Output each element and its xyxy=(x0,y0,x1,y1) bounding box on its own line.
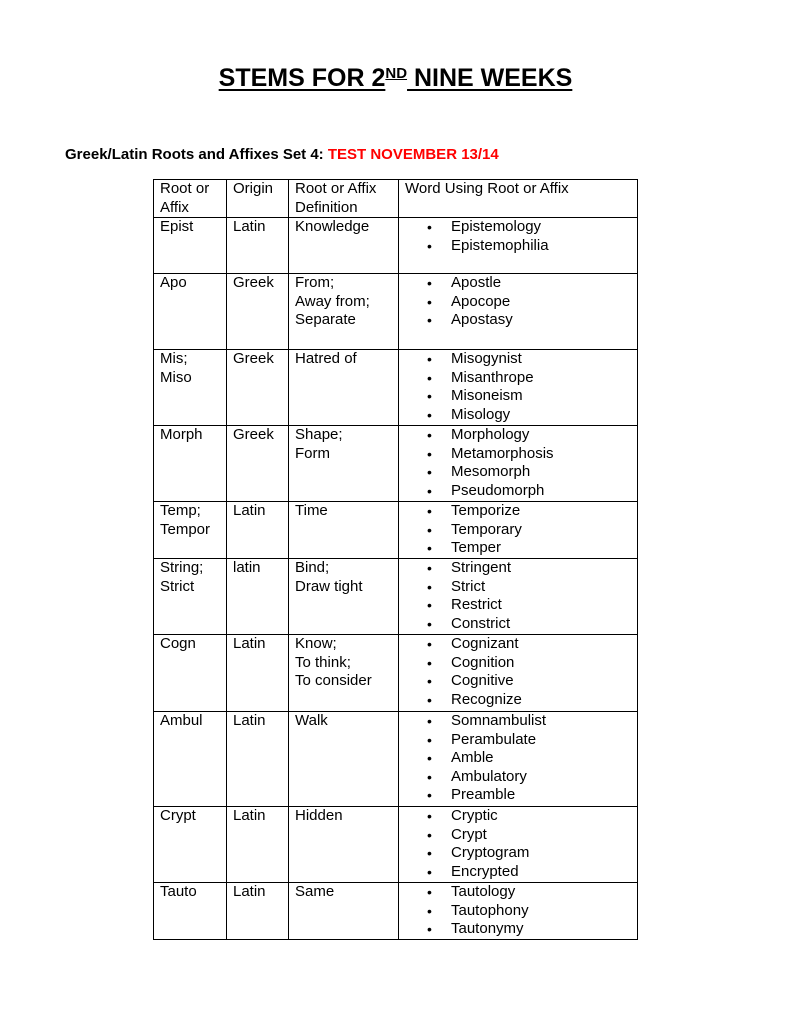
word-list xyxy=(405,883,631,939)
words-cell xyxy=(399,218,638,274)
word-item: • Ambulatory xyxy=(405,768,631,787)
word-item: • Preamble xyxy=(405,786,631,805)
table-row xyxy=(154,218,638,274)
table-row xyxy=(154,807,638,883)
root-line: Tempor xyxy=(160,520,211,538)
root-cell xyxy=(154,350,227,426)
definition-cell xyxy=(289,883,399,940)
root-line: Epist xyxy=(160,218,194,235)
root-line: Miso xyxy=(160,368,192,386)
origin-cell: Latin xyxy=(227,635,289,712)
word-item: • Strict xyxy=(405,578,631,597)
definition-line: Walk xyxy=(295,712,328,729)
word-list xyxy=(405,502,631,558)
word-list xyxy=(405,807,631,881)
definition-line: From; xyxy=(295,274,335,291)
word-item: • Apostasy xyxy=(405,311,631,330)
word-item: • Temporary xyxy=(405,521,631,540)
definition-line: Hidden xyxy=(295,807,343,824)
root-line: Apo xyxy=(160,274,187,291)
word-list xyxy=(405,274,631,330)
words-cell xyxy=(399,883,638,940)
word-item: • Tautophony xyxy=(405,902,631,921)
word-item: • Stringent xyxy=(405,559,631,578)
origin-cell: Greek xyxy=(227,350,289,426)
header-root-line: Root or xyxy=(160,180,210,197)
table-header-row xyxy=(154,180,638,218)
words-cell xyxy=(399,559,638,635)
header-origin: Origin xyxy=(227,180,289,218)
root-cell xyxy=(154,274,227,350)
definition-line: Same xyxy=(295,883,335,900)
origin-cell: Latin xyxy=(227,218,289,274)
word-list xyxy=(405,635,631,709)
words-cell xyxy=(399,274,638,350)
root-cell xyxy=(154,635,227,712)
origin-cell: latin xyxy=(227,559,289,635)
definition-line: Form xyxy=(295,444,330,462)
word-item: • Cognitive xyxy=(405,672,631,691)
definition-line: Away from; xyxy=(295,292,370,310)
word-item: • Apostle xyxy=(405,274,631,293)
word-item: • Misology xyxy=(405,406,631,425)
definition-line: Separate xyxy=(295,311,356,328)
table-row xyxy=(154,350,638,426)
word-item: • Recognize xyxy=(405,691,631,710)
word-item: • Temporize xyxy=(405,502,631,521)
header-definition xyxy=(289,180,399,218)
word-item: • Misanthrope xyxy=(405,369,631,388)
word-list xyxy=(405,218,631,255)
definition-line: Know; xyxy=(295,635,337,652)
page-title-superscript: ND xyxy=(385,65,408,82)
word-item: • Pseudomorph xyxy=(405,482,631,501)
word-item: • Apocope xyxy=(405,293,631,312)
table-row xyxy=(154,274,638,350)
word-item: • Crypt xyxy=(405,826,631,845)
word-list xyxy=(405,712,631,805)
definition-cell xyxy=(289,712,399,807)
page-title-suffix: NINE WEEKS xyxy=(407,64,573,92)
page-title-main: STEMS FOR 2 xyxy=(218,64,386,92)
definition-cell xyxy=(289,807,399,883)
words-cell xyxy=(399,635,638,712)
words-cell xyxy=(399,502,638,559)
root-line: Tauto xyxy=(160,883,197,900)
root-line: Temp; xyxy=(160,502,201,519)
table-row xyxy=(154,559,638,635)
set-heading-label: Greek/Latin Roots and Affixes Set 4: xyxy=(65,146,328,163)
word-item: • Encrypted xyxy=(405,863,631,882)
definition-cell xyxy=(289,426,399,502)
word-item: • Epistemophilia xyxy=(405,237,631,256)
words-cell xyxy=(399,807,638,883)
page-title xyxy=(0,62,791,94)
words-cell xyxy=(399,426,638,502)
definition-cell xyxy=(289,350,399,426)
word-list xyxy=(405,559,631,633)
header-definition-line: Root or Affix xyxy=(295,180,377,197)
set-heading xyxy=(65,146,499,164)
word-item: • Cryptogram xyxy=(405,844,631,863)
word-item: • Tautonymy xyxy=(405,920,631,939)
definition-line: Time xyxy=(295,502,328,519)
root-cell xyxy=(154,426,227,502)
words-cell xyxy=(399,350,638,426)
origin-cell: Greek xyxy=(227,426,289,502)
word-list xyxy=(405,350,631,424)
definition-line: Shape; xyxy=(295,426,343,443)
origin-cell: Latin xyxy=(227,712,289,807)
definition-cell xyxy=(289,218,399,274)
root-cell xyxy=(154,559,227,635)
word-list xyxy=(405,426,631,500)
definition-cell xyxy=(289,635,399,712)
definition-cell xyxy=(289,559,399,635)
table-row xyxy=(154,502,638,559)
word-item: • Temper xyxy=(405,539,631,558)
words-cell xyxy=(399,712,638,807)
root-line: Ambul xyxy=(160,712,203,729)
word-item: • Epistemology xyxy=(405,218,631,237)
root-cell xyxy=(154,218,227,274)
definition-line: Draw tight xyxy=(295,577,363,595)
word-item: • Morphology xyxy=(405,426,631,445)
stems-table xyxy=(153,179,638,940)
word-item: • Cognition xyxy=(405,654,631,673)
word-item: • Misogynist xyxy=(405,350,631,369)
root-line: Strict xyxy=(160,577,195,595)
definition-line: Knowledge xyxy=(295,218,370,235)
root-cell xyxy=(154,712,227,807)
word-item: • Cognizant xyxy=(405,635,631,654)
definition-line: To think; xyxy=(295,653,351,671)
root-cell xyxy=(154,807,227,883)
definition-line: Bind; xyxy=(295,559,330,576)
word-item: • Restrict xyxy=(405,596,631,615)
origin-cell: Latin xyxy=(227,502,289,559)
word-item: • Constrict xyxy=(405,615,631,634)
root-line: String; xyxy=(160,559,204,576)
word-item: • Metamorphosis xyxy=(405,445,631,464)
word-item: • Amble xyxy=(405,749,631,768)
table-row xyxy=(154,635,638,712)
definition-line: To consider xyxy=(295,672,372,689)
root-cell xyxy=(154,883,227,940)
word-item: • Tautology xyxy=(405,883,631,902)
origin-cell: Latin xyxy=(227,807,289,883)
word-item: • Misoneism xyxy=(405,387,631,406)
root-line: Mis; xyxy=(160,350,188,367)
table-row xyxy=(154,426,638,502)
header-root-line: Affix xyxy=(160,198,189,216)
definition-cell xyxy=(289,274,399,350)
word-item: • Somnambulist xyxy=(405,712,631,731)
test-date-label: TEST NOVEMBER 13/14 xyxy=(327,146,499,163)
table-row xyxy=(154,883,638,940)
word-item: • Mesomorph xyxy=(405,463,631,482)
word-item: • Cryptic xyxy=(405,807,631,826)
header-root xyxy=(154,180,227,218)
definition-cell xyxy=(289,502,399,559)
root-line: Cogn xyxy=(160,635,196,652)
root-cell xyxy=(154,502,227,559)
origin-cell: Greek xyxy=(227,274,289,350)
table-row xyxy=(154,712,638,807)
word-item: • Perambulate xyxy=(405,731,631,750)
origin-cell: Latin xyxy=(227,883,289,940)
root-line: Crypt xyxy=(160,807,196,824)
header-word: Word Using Root or Affix xyxy=(399,180,638,218)
definition-line: Hatred of xyxy=(295,350,357,367)
root-line: Morph xyxy=(160,426,203,443)
header-definition-line: Definition xyxy=(295,198,358,216)
